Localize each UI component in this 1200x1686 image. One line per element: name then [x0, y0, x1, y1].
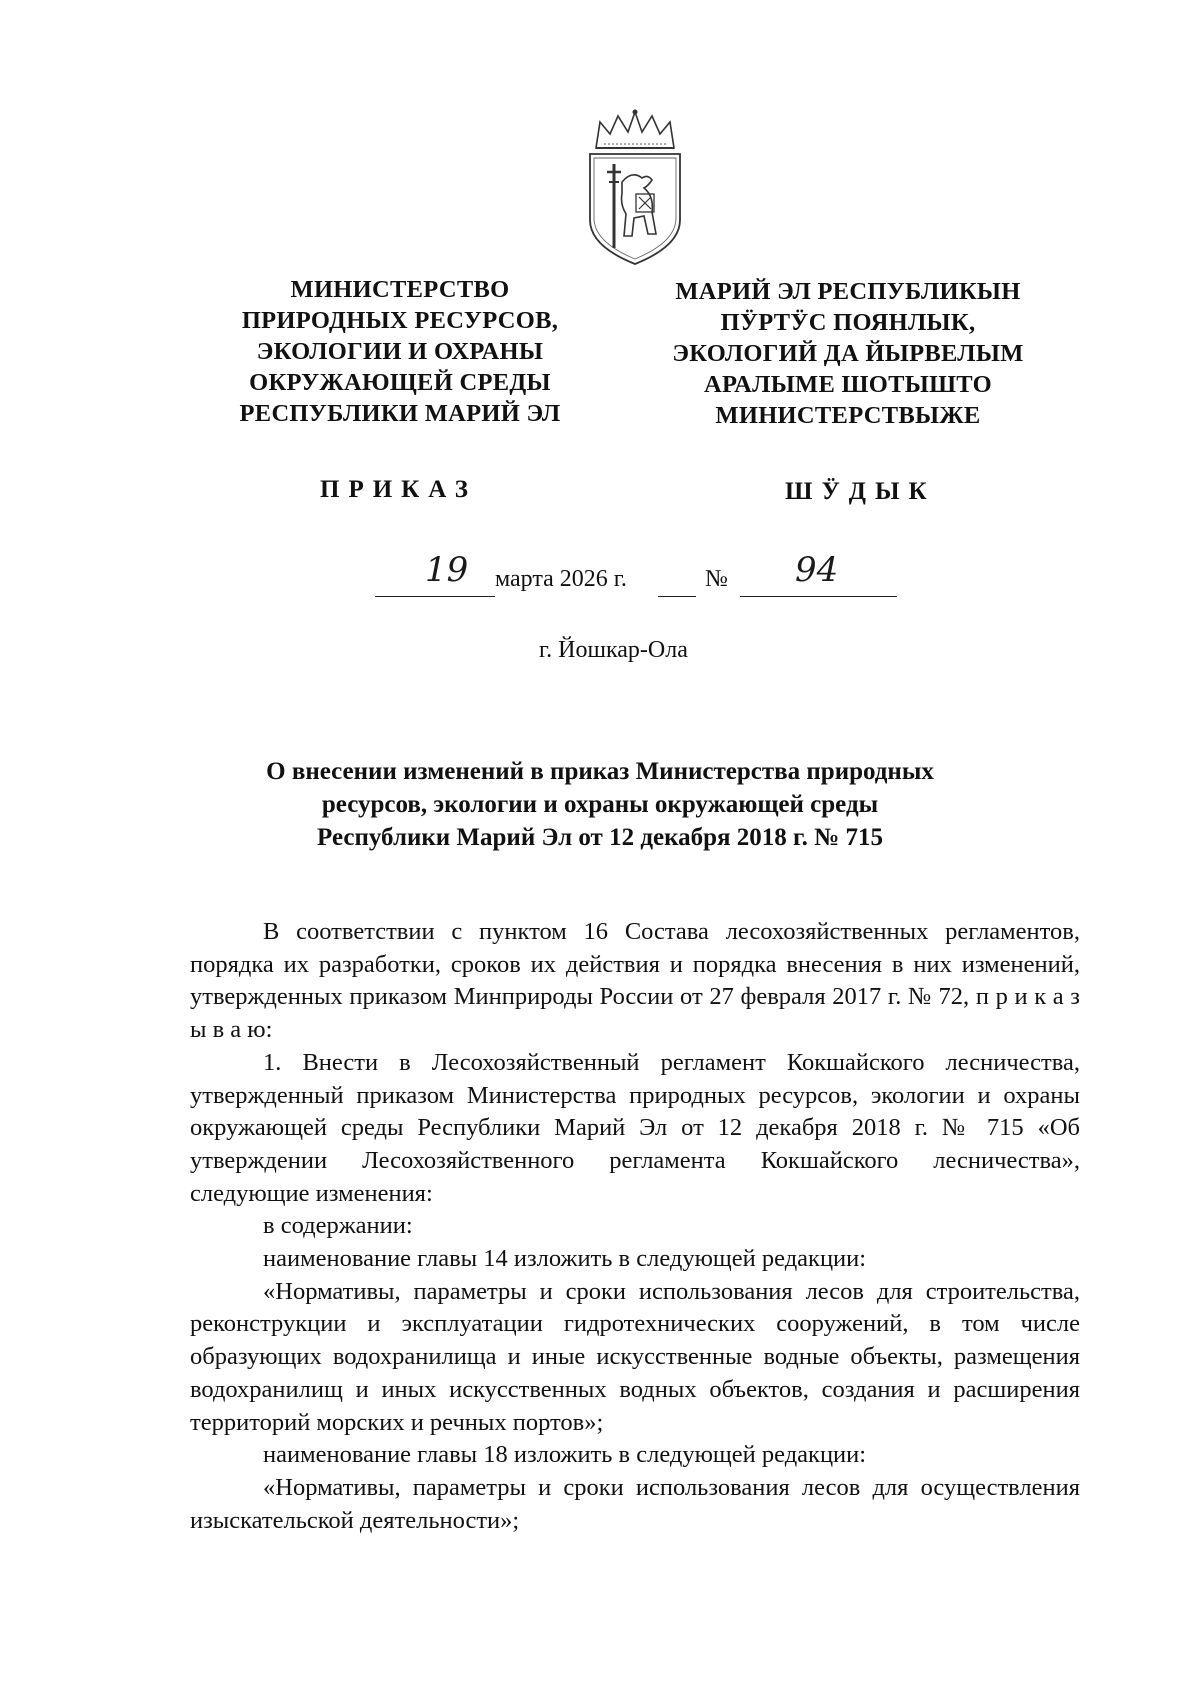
- date-text: марта 2026 г.: [495, 566, 627, 592]
- body-paragraph: «Нормативы, параметры и сроки использования лесов для осуществления изыскательской деятельности»;: [190, 1473, 1080, 1534]
- subject-line: Республики Марий Эл от 12 декабря 2018 г. № 715: [317, 824, 883, 851]
- handwritten-number: 94: [795, 550, 839, 590]
- date-underline: [375, 596, 495, 597]
- ministry-ru-line: ПРИРОДНЫХ РЕСУРСОВ,: [241, 307, 559, 334]
- body-paragraph: наименование главы 14 изложить в следующей редакции:: [263, 1245, 867, 1273]
- ministry-name-mari: [663, 276, 1033, 431]
- ministry-ru-line: РЕСПУБЛИКИ МАРИЙ ЭЛ: [239, 400, 561, 427]
- order-title-mari: ШӰДЫК: [785, 478, 936, 505]
- ministry-mari-line: МИНИСТЕРСТВЫЖЕ: [715, 402, 981, 429]
- subject-line: ресурсов, экологии и охраны окружающей среды: [321, 791, 879, 818]
- document-subject: [180, 755, 1020, 854]
- city: г. Йошкар-Ола: [539, 637, 688, 663]
- coat-of-arms-icon: [582, 108, 688, 268]
- ministry-ru-line: МИНИСТЕРСТВО: [290, 276, 510, 303]
- order-title-russian: ПРИКАЗ: [320, 476, 477, 503]
- ministry-mari-line: ЭКОЛОГИЙ ДА ЙЫРВЕЛЫМ: [672, 340, 1024, 367]
- subject-line: О внесении изменений в приказ Министерства природных: [266, 758, 934, 785]
- body-paragraph: 1. Внести в Лесохозяйственный регламент Кокшайского лесничества, утвержденный приказом Министерства природных ресурсов, экологии и охраны окружающей среды Республики Марий Эл от 12 декабря 2018 г. № 715 «Об утверждении Лесохозяйственного регламента Кокшайского лесничества», следующие изменения:: [190, 1048, 1080, 1207]
- ministry-name-russian: [215, 274, 585, 429]
- body-paragraph: «Нормативы, параметры и сроки использования лесов для строительства, реконструкции и эксплуатации гидротехнических сооружений, в том числе образующих водохранилища и иные искусственные водные объекты, размещения водохранилищ и иных искусственных водных объектов, создания и расширения территорий морских и речных портов»;: [190, 1277, 1080, 1436]
- body-paragraph: В соответствии с пунктом 16 Состава лесохозяйственных регламентов, порядка их разработки, сроков их действия и порядка внесения в них изменений, утвержденных приказом Минприроды России от 27 февраля 2017 г. № 72, п р и к а з ы в а ю:: [190, 918, 1080, 1044]
- ministry-ru-line: ОКРУЖАЮЩЕЙ СРЕДЫ: [249, 369, 551, 396]
- number-sign: №: [705, 566, 728, 592]
- body-paragraph: наименование главы 18 изложить в следующей редакции:: [263, 1441, 867, 1469]
- handwritten-day: 19: [425, 550, 469, 590]
- ministry-mari-line: АРАЛЫМЕ ШОТЫШТО: [704, 371, 992, 398]
- ministry-ru-line: ЭКОЛОГИИ И ОХРАНЫ: [256, 338, 544, 365]
- document-body: [190, 916, 1080, 1537]
- number-underline: [740, 596, 897, 597]
- ministry-mari-line: МАРИЙ ЭЛ РЕСПУБЛИКЫН: [675, 278, 1021, 305]
- ministry-mari-line: ПӰРТӰС ПОЯНЛЫК,: [720, 309, 976, 336]
- body-paragraph: в содержании:: [263, 1212, 413, 1240]
- date-tail-underline: [658, 596, 696, 597]
